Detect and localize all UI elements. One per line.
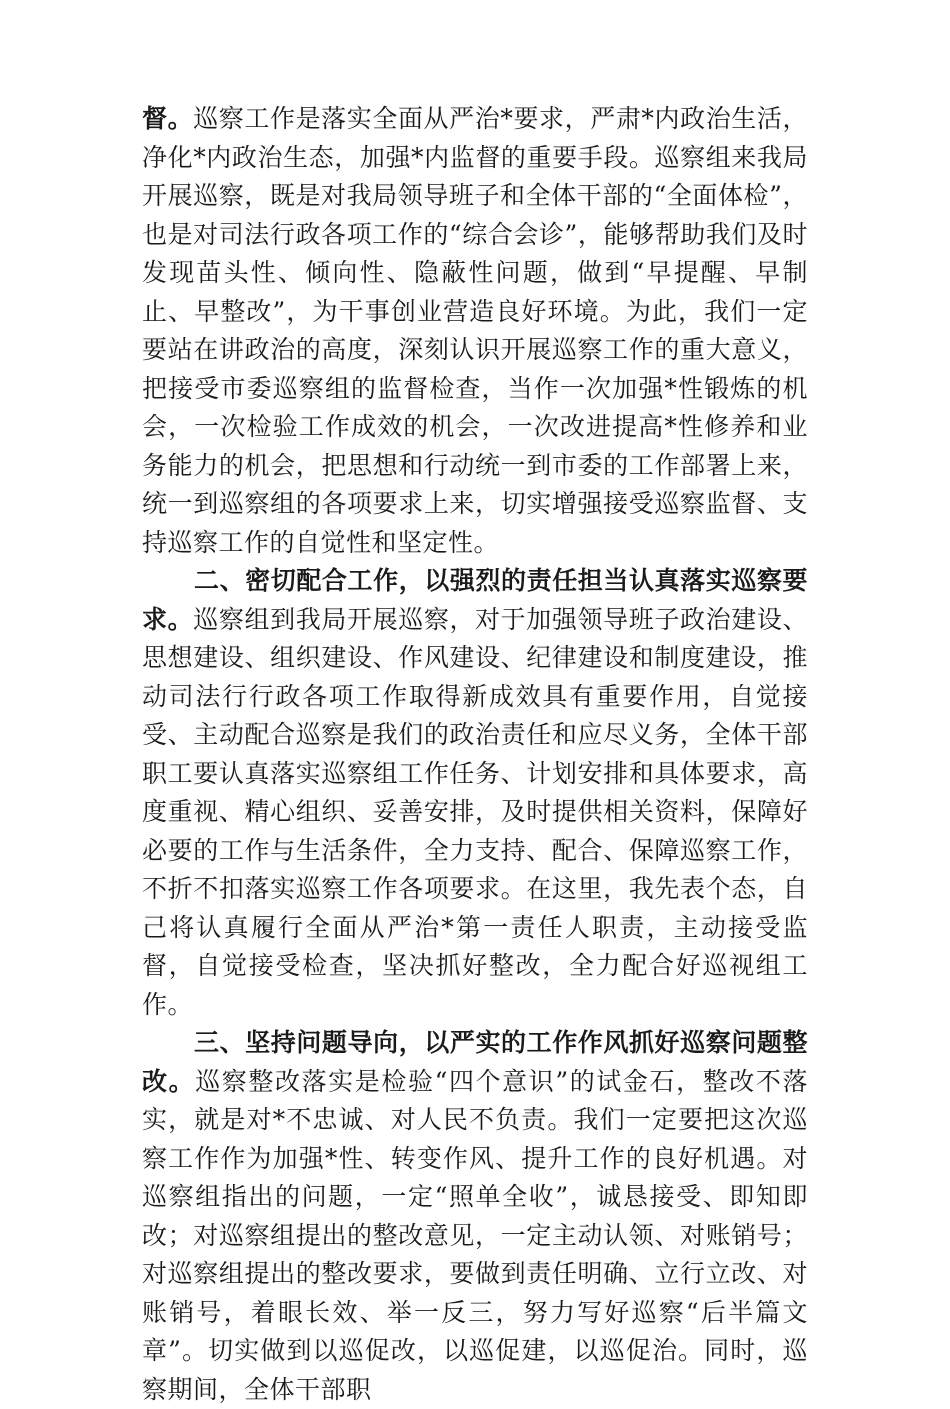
paragraph-2 [142, 562, 808, 1024]
paragraph-3-heading: 三、坚持问题导向，以严实的工作作风抓好巡察问题整改。 [142, 1028, 808, 1096]
paragraph-1-lead: 督。 [142, 104, 194, 133]
paragraph-3-body: 巡察整改落实是检验“四个意识”的试金石，整改不落实，就是对*不忠诚、对人民不负责。我们一定要把这次巡察工作作为加强*性、转变作风、提升工作的良好机遇。对巡察组指出的问题，一定“照单全收”，诚恳接受、即知即改；对巡察组提出的整改意见，一定主动认领、对账销号；对巡察组提出的整改要求，要做到责任明确、立行立改、对账销号，着眼长效、举一反三，努力写好巡察“后半篇文章”。切实做到以巡促改，以巡促建，以巡促治。同时，巡察期间，全体干部职 [142, 1066, 808, 1404]
paragraph-3 [142, 1024, 808, 1409]
paragraph-2-heading: 二、密切配合工作，以强烈的责任担当认真落实巡察要求。 [142, 566, 808, 634]
paragraph-1-body: 巡察工作是落实全面从严治*要求，严肃*内政治生活，净化*内政治生态，加强*内监督的重要手段。巡察组来我局开展巡察，既是对我局领导班子和全体干部的“全面体检”，也是对司法行政各项工作的“综合会诊”，能够帮助我们及时发现苗头性、倾向性、隐蔽性问题，做到“早提醒、早制止、早整改”，为干事创业营造良好环境。为此，我们一定要站在讲政治的高度，深刻认识开展巡察工作的重大意义，把接受市委巡察组的监督检查，当作一次加强*性锻炼的机会，一次检验工作成效的机会，一次改进提高*性修养和业务能力的机会，把思想和行动统一到市委的工作部署上来，统一到巡察组的各项要求上来，切实增强接受巡察监督、支持巡察工作的自觉性和坚定性。 [142, 104, 808, 557]
paragraph-1 [142, 100, 808, 562]
document-body [142, 100, 808, 1409]
paragraph-2-body: 巡察组到我局开展巡察，对于加强领导班子政治建设、思想建设、组织建设、作风建设、纪律建设和制度建设，推动司法行行政各项工作取得新成效具有重要作用，自觉接受、主动配合巡察是我们的政治责任和应尽义务，全体干部职工要认真落实巡察组工作任务、计划安排和具体要求，高度重视、精心组织、妥善安排，及时提供相关资料，保障好必要的工作与生活条件，全力支持、配合、保障巡察工作，不折不扣落实巡察工作各项要求。在这里，我先表个态，自己将认真履行全面从严治*第一责任人职责，主动接受监督，自觉接受检查，坚决抓好整改，全力配合好巡视组工作。 [142, 604, 808, 1019]
